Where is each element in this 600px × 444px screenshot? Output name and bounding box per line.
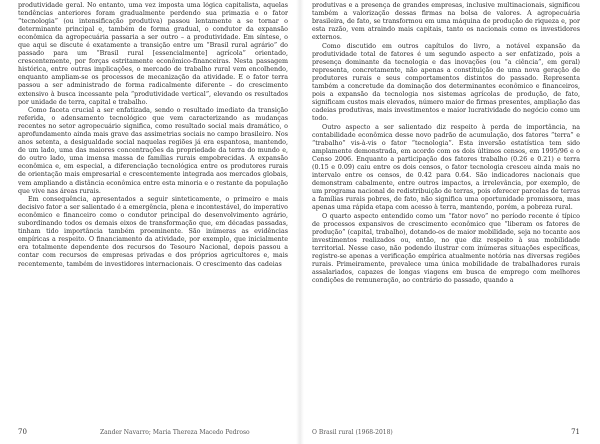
paragraph: Outro aspecto a ser salientado diz respeito à perda de importância, na contabilidade econômica desse novo padrão de acumulação, dos fatores “terra” e “trabalho” vis-à-vis o fator “tecnologia”. Esta inversão estatística tem sido amplamente demonstrada, em acordo com os dois últimos censos, em 1995/96 e o Censo 2006. Enquanto a participação dos fatores trabalho (0.26 e 0.21) e terra (0.15 e 0.09) caiu entre os dois censos, o fator tecnologia cresceu ainda mais no intervalo entre os censos, de 0.42 para 0.64. São indicadores nacionais que demonstram cabalmente, entre outros impactos, a irrelevância, por exemplo, de um programa nacional de redistribuição de terras, pois oferecer parcelas de terras a famílias rurais pobres, de fato, não significa uma oportunidade promissora, mas apenas uma rápida etapa com acesso à terra, mantendo, porém, a pobreza rural. bbox=[312, 123, 580, 212]
paragraph: produtivas e a presença de grandes empresas, inclusive multinacionais, significou também a valorização dessas firmas na bolsa de valores. A agropecuária brasileira, de fato, se transformou em uma máquina de produção de riqueza e, por esta razão, vem atraindo mais capitais, tanto os nacionais como os investidores externos. bbox=[312, 2, 580, 42]
paragraph: Como discutido em outros capítulos do livro, a notável expansão da produtividade total de fatores é um segundo aspecto a ser enfatizado, pois a presença dominante da tecnologia e das inovações (ou “a ciência”, em geral) representa, concretamente, não apenas a constituição de uma nova geração de produtores rurais e seus comportamentos distintos do passado. Representa também a concretude da dominação dos determinantes econômico e financeiros, pois a expansão da tecnologia nos sistemas agrícolas de produção, de fato, significam custos mais elevados, número maior de firmas presentes, ampliação das cadeias produtivas, mais investimentos e maior lucratividade do negócio como um todo. bbox=[312, 42, 580, 123]
left-page-body bbox=[18, 2, 288, 422]
page-number: 71 bbox=[571, 428, 580, 436]
right-page-body bbox=[312, 2, 580, 422]
right-page bbox=[300, 0, 600, 444]
page-number: 70 bbox=[18, 428, 27, 436]
running-head-title: O Brasil rural (1968-2018) bbox=[312, 429, 393, 436]
paragraph: Como faceta crucial a ser enfatizada, sendo o resultado imediato da transição referida, o adensamento tecnológico que vem caracterizando as mudanças recentes no setor agropecuário significa, como resultado social mais dramático, o aprofundamento ainda mais grave das assimetrias sociais no campo brasileiro. Nos anos setenta, a desigualdade social naquelas regiões já era espantosa, mantendo, de um lado, uma das maiores concentrações da propriedade da terra do mundo e, do outro lado, uma imensa massa de famílias rurais empobrecidas. A expansão econômica e, em especial, a diferenciação tecnológica entre os produtores rurais de orientação mais empresarial e crescentemente integrada aos mercados globais, vem ampliando a distância econômica entre esta minoria e o restante da população que vive nas áreas rurais. bbox=[18, 107, 288, 195]
paragraph: produtividade geral. No entanto, uma vez imposta uma lógica capitalista, aquelas tendências anteriores foram gradualmente perdendo sua primazia e o fator “tecnologia” (ou intensificação produtiva) passou lentamente a se tornar o determinante principal e, também de forma gradual, o condutor da expansão econômica da agropecuária passaria a ser outro – a produtividade. Em síntese, o que aqui se discute é exatamente a transição entre um “Brasil rural agrário” do passado para um “Brasil rural [essencialmente] agrícola” orientado, crescentemente, por forças estritamente econômico-financeiras. Nesta passagem histórica, entre outras implicações, o mercado de trabalho rural vem encolhendo, enquanto ampliam-se os processos de mecanização da atividade. E o fator terra passou a ser administrado de forma radicalmente diferente – do crescimento extensivo à busca incessante pela “produtividade vertical”, elevando os resultados por unidade de terra, capital e trabalho. bbox=[18, 2, 288, 106]
paragraph: O quarto aspecto entendido como um “fator novo” no período recente é típico de processos expansivos de crescimento econômico que “liberam os fatores de produção” (capital, trabalho), dotando-os de maior mobilidade, seja no tocante aos investimentos realizados ou, então, no que diz respeito à sua mobilidade territorial. Nesse caso, não podendo ilustrar com inúmeras situações específicas, registre-se apenas a verificação empírica atualmente notória nas diversas regiões rurais. Primeiramente, prevalece uma única mobilidade de trabalhadores rurais assalariados, capazes de longas viagens em busca de emprego com melhores condições de remuneração, ao contrário do passado, quando a bbox=[312, 212, 580, 285]
running-head-authors: Zander Navarro; Maria Thereza Macedo Pedroso bbox=[100, 429, 250, 436]
paragraph: Em consequência, apresentados a seguir sinteticamente, o primeiro e mais decisivo fator a ser salientado é a emergência, plena e incontestável, do imperativo econômico e financeiro como o condutor principal do desenvolvimento agrário, subordinando todos os demais eixos de transformação que, em décadas passadas, tinham tido importância também proeminente. São inúmeras as evidências empíricas a respeito. O financiamento da atividade, por exemplo, que inicialmente era totalmente dependente dos recursos do Tesouro Nacional, depois passou a contar com recursos de empresas privadas e dos próprios agricultores e, mais recentemente, também de investidores internacionais. O crescimento das cadeias bbox=[18, 196, 288, 268]
